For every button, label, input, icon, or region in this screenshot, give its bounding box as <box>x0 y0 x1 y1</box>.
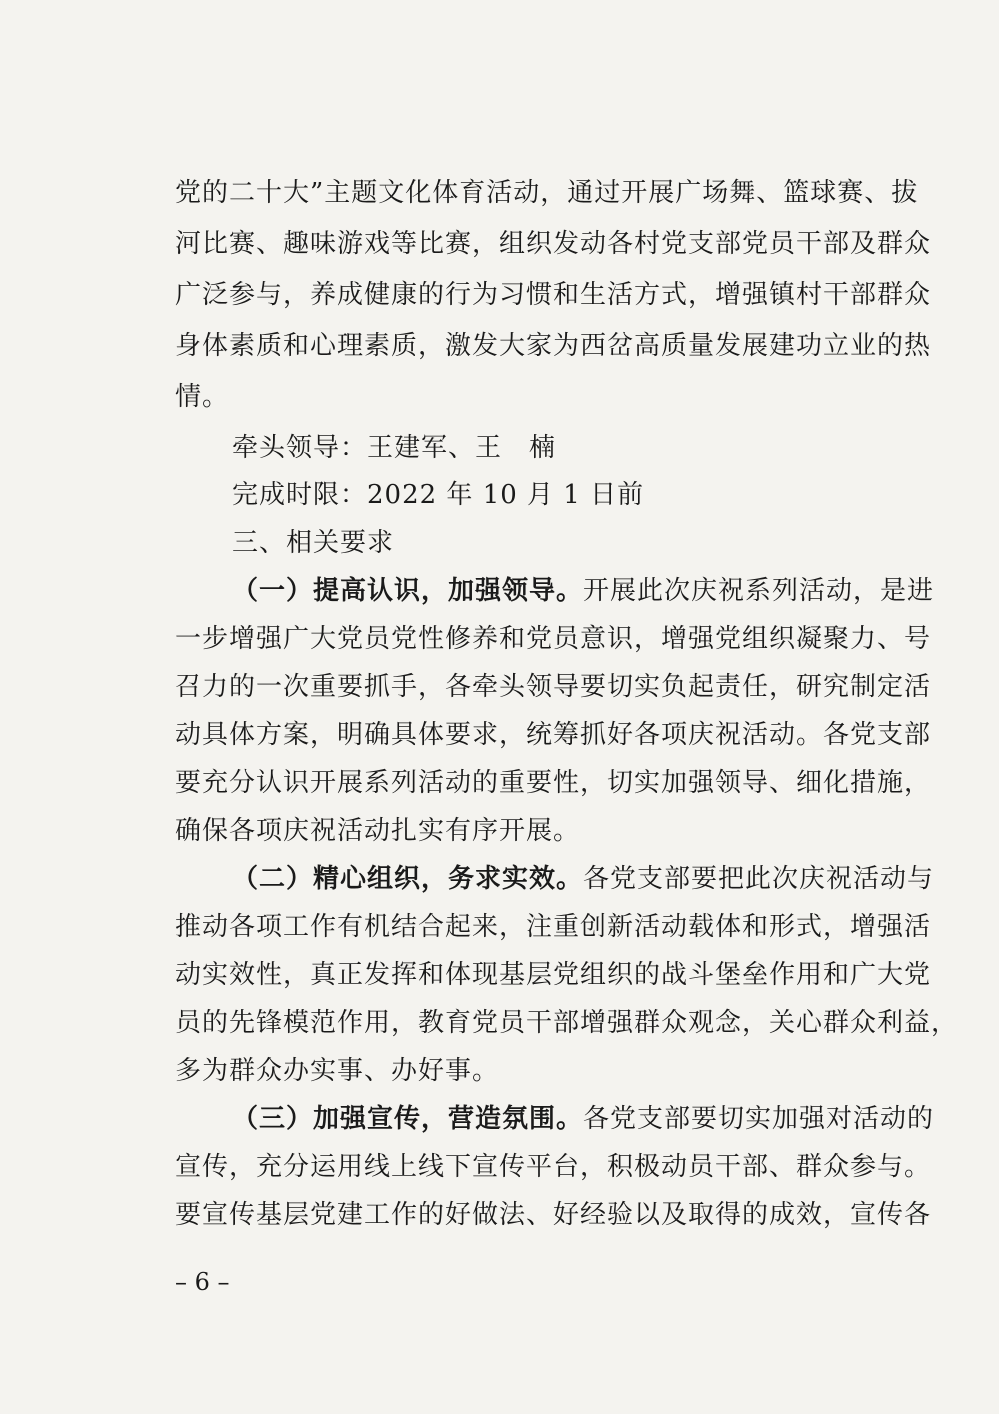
section-title: 三、相关要求 <box>232 528 395 558</box>
lead-leaders: 牵头领导：王建军、王 楠 <box>232 433 557 463</box>
requirement-2-heading: （二）精心组织，务求实效。 <box>232 864 584 894</box>
paragraph-line: 动实效性，真正发挥和体现基层党组织的战斗堡垒作用和广大党 <box>175 960 932 990</box>
requirement-3-text: 各党支部要切实加强对活动的 <box>583 1104 935 1134</box>
paragraph-line: 要宣传基层党建工作的好做法、好经验以及取得的成效，宣传各 <box>175 1200 932 1230</box>
requirement-2-text: 各党支部要把此次庆祝活动与 <box>583 864 935 894</box>
paragraph-line: 召力的一次重要抓手，各牵头领导要切实负起责任，研究制定活 <box>175 672 932 702</box>
paragraph-line: 多为群众办实事、办好事。 <box>175 1056 500 1086</box>
requirement-1-text: 开展此次庆祝系列活动，是进 <box>583 576 935 606</box>
requirement-2-first-line <box>232 864 934 894</box>
deadline: 完成时限：2022 年 10 月 1 日前 <box>232 480 645 510</box>
paragraph-line: 确保各项庆祝活动扎实有序开展。 <box>175 816 581 846</box>
paragraph-line: 要充分认识开展系列活动的重要性，切实加强领导、细化措施， <box>175 768 932 798</box>
requirement-3-heading: （三）加强宣传，营造氛围。 <box>232 1104 584 1134</box>
paragraph-line: 党的二十大”主题文化体育活动，通过开展广场舞、篮球赛、拔 <box>175 178 919 208</box>
requirement-1-first-line <box>232 576 934 606</box>
requirement-1-heading: （一）提高认识，加强领导。 <box>232 576 584 606</box>
paragraph-line: 推动各项工作有机结合起来，注重创新活动载体和形式，增强活 <box>175 912 932 942</box>
paragraph-line: 广泛参与，养成健康的行为习惯和生活方式，增强镇村干部群众 <box>175 280 932 310</box>
page-number: – 6 – <box>175 1268 230 1296</box>
requirement-3-first-line <box>232 1104 934 1134</box>
paragraph-line: 身体素质和心理素质，激发大家为西岔高质量发展建功立业的热 <box>175 331 932 361</box>
paragraph-line: 员的先锋模范作用，教育党员干部增强群众观念，关心群众利益， <box>175 1008 959 1038</box>
paragraph-line: 一步增强广大党员党性修养和党员意识，增强党组织凝聚力、号 <box>175 624 932 654</box>
paragraph-line: 动具体方案，明确具体要求，统筹抓好各项庆祝活动。各党支部 <box>175 720 932 750</box>
paragraph-line: 河比赛、趣味游戏等比赛，组织发动各村党支部党员干部及群众 <box>175 229 932 259</box>
paragraph-line: 情。 <box>175 382 230 412</box>
paragraph-line: 宣传，充分运用线上线下宣传平台，积极动员干部、群众参与。 <box>175 1152 932 1182</box>
